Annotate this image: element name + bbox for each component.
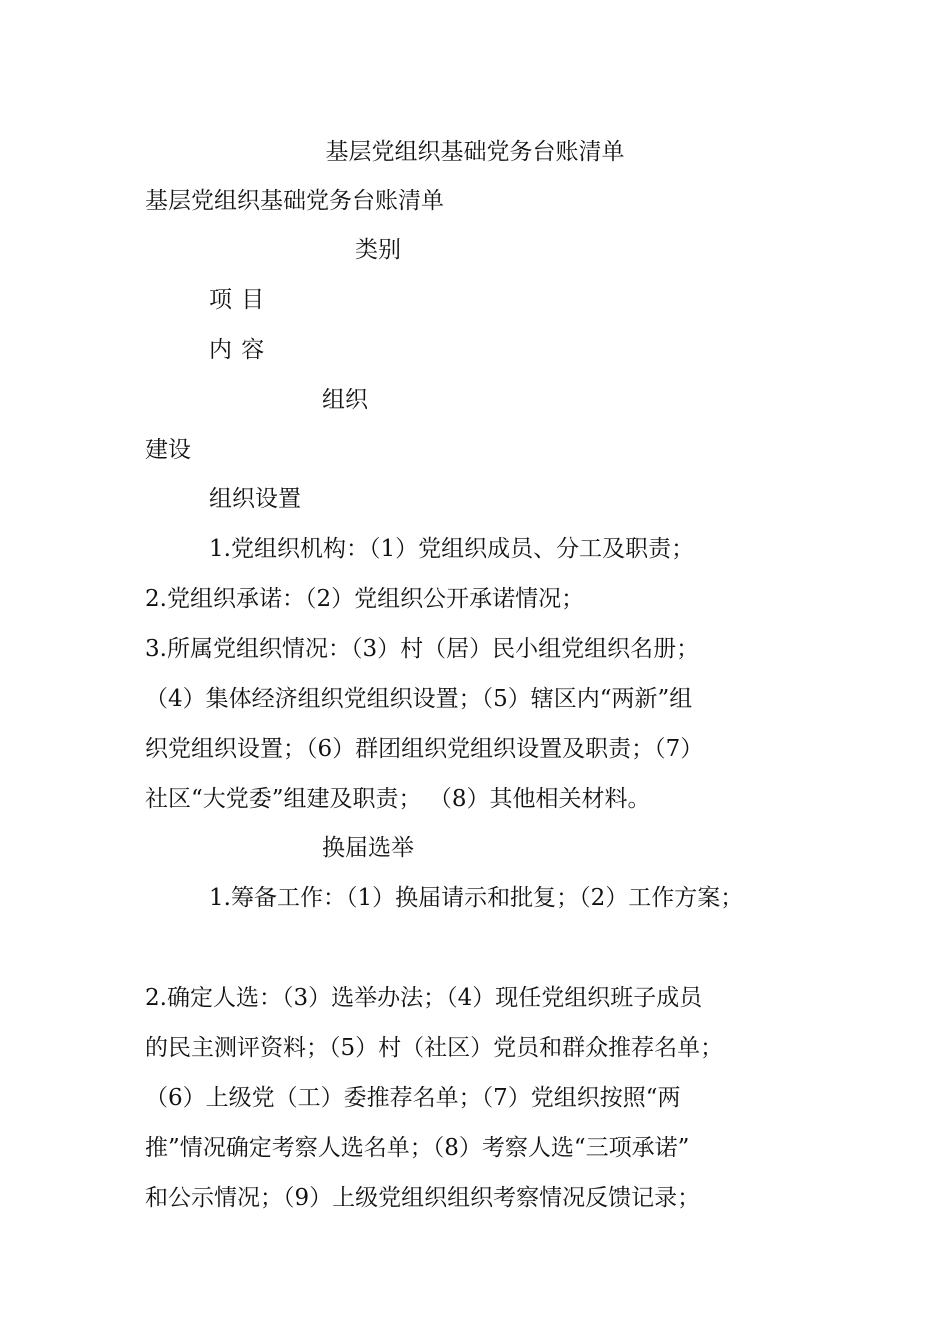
section-election-line: （6）上级党（工）委推荐名单；（7）党组织按照“两 [145, 1085, 681, 1111]
section-org-setup-line: 3.所属党组织情况：（3）村（居）民小组党组织名册； [145, 636, 700, 662]
category-org-line1: 组织 [322, 387, 368, 413]
section-org-setup-line: 社区“大党委”组建及职责； （8）其他相关材料。 [145, 786, 651, 812]
header-content: 内 容 [209, 337, 266, 363]
section-election-line: 和公示情况；（9）上级党组织组织考察情况反馈记录； [145, 1185, 701, 1211]
document-subtitle: 基层党组织基础党务台账清单 [145, 188, 444, 214]
section-org-setup-title: 组织设置 [209, 486, 301, 512]
section-election-line: 的民主测评资料；（5）村（社区）党员和群众推荐名单； [145, 1035, 724, 1061]
section-election-line: 1.筹备工作：（1）换届请示和批复；（2）工作方案； [209, 885, 744, 911]
section-org-setup-line: （4）集体经济组织党组织设置；（5）辖区内“两新”组 [145, 686, 693, 712]
section-org-setup-line: 1.党组织机构：（1）党组织成员、分工及职责； [209, 536, 695, 562]
document-title: 基层党组织基础党务台账清单 [325, 139, 625, 165]
category-org-line2: 建设 [145, 437, 191, 463]
header-item: 项 目 [209, 287, 266, 313]
section-election-title: 换届选举 [322, 835, 414, 861]
header-category: 类别 [355, 237, 401, 263]
section-org-setup-line: 2.党组织承诺：（2）党组织公开承诺情况； [145, 586, 585, 612]
section-election-line: 推”情况确定考察人选名单；（8）考察人选“三项承诺” [145, 1135, 690, 1161]
section-election-line: 2.确定人选：（3）选举办法；（4）现任党组织班子成员 [145, 985, 703, 1011]
section-org-setup-line: 织党组织设置；（6）群团组织党组织设置及职责；（7） [145, 736, 704, 762]
